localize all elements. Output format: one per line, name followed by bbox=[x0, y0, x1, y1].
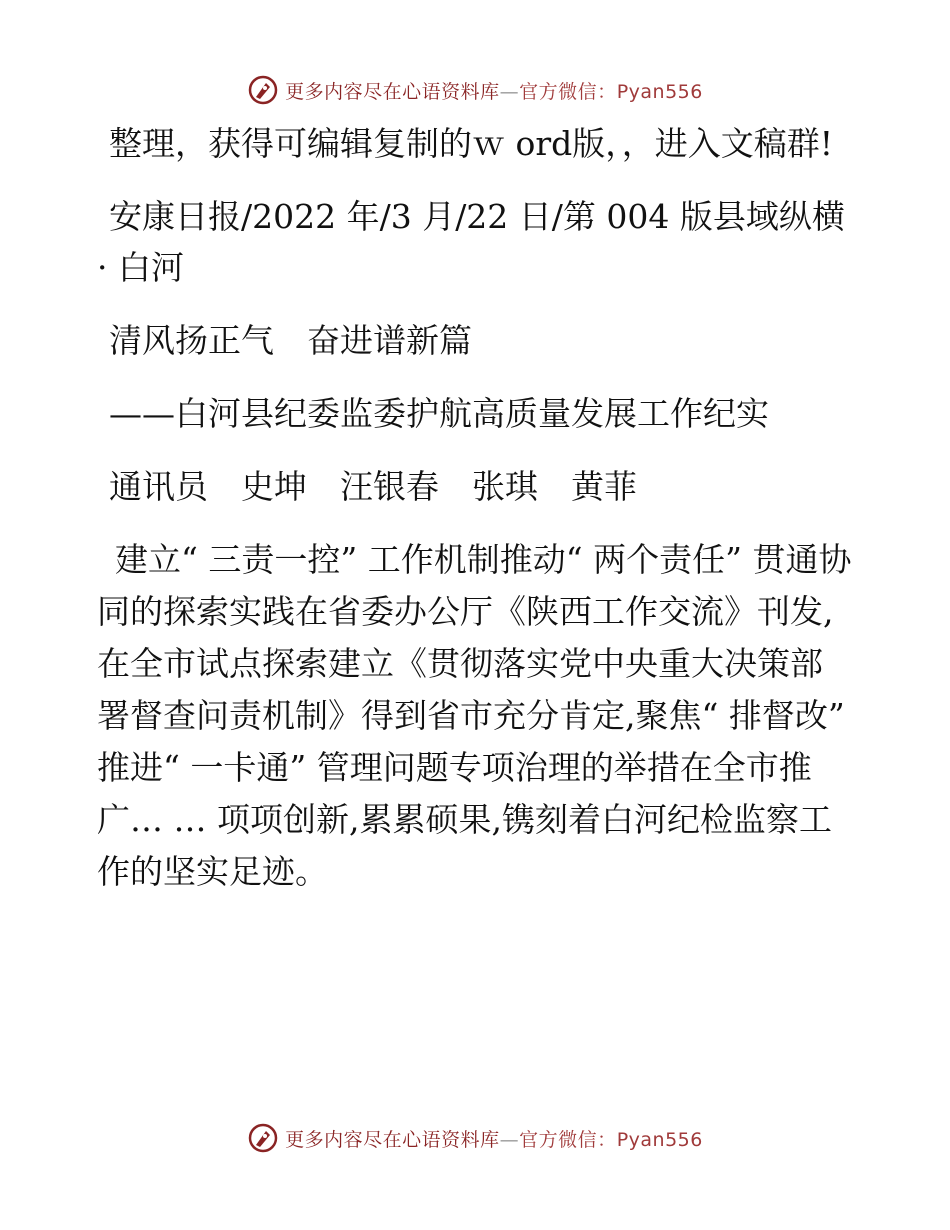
pen-nib-logo-icon bbox=[247, 1122, 279, 1154]
banner-wechat-id: Pyan556 bbox=[616, 80, 703, 103]
banner-wechat-label: 官方微信： bbox=[519, 1128, 617, 1151]
banner-site-text: 更多内容尽在心语资料库 bbox=[285, 80, 500, 103]
document-body bbox=[97, 118, 852, 920]
article-title: 清风扬正气 奋进谱新篇 bbox=[109, 321, 472, 360]
banner-site-text: 更多内容尽在心语资料库 bbox=[285, 1128, 500, 1151]
banner-wechat-id: Pyan556 bbox=[616, 1128, 703, 1151]
banner-text bbox=[285, 77, 703, 104]
intro-line: 整理，获得可编辑复制的ｗ ord版，，进入文稿群! bbox=[109, 124, 834, 163]
source-line: 安康日报/2022 年/3 月/22 日/第 004 版县域纵横· 白河 bbox=[97, 197, 845, 287]
banner-text bbox=[285, 1125, 703, 1152]
banner-wechat-label: 官方微信： bbox=[519, 80, 617, 103]
article-paragraph: 建立“ 三责一控” 工作机制推动“ 两个责任” 贯通协同的探索实践在省委办公厅《陕西工作交流》刊发,在全市试点探索建立《贯彻落实党中央重大决策部署督查问责机制》得到省市充分肯定,聚焦“ 排督改” 推进“ 一卡通” 管理问题专项治理的举措在全市推广… … 项项创新,累累硕果,镌刻着白河纪检监察工作的坚实足迹。 bbox=[97, 540, 852, 891]
article-byline: 通讯员 史坤 汪银春 张琪 黄菲 bbox=[109, 467, 637, 506]
footer-banner-inner bbox=[247, 1122, 703, 1154]
header-banner bbox=[0, 70, 950, 110]
footer-banner bbox=[0, 1118, 950, 1158]
header-banner-inner bbox=[247, 74, 703, 106]
article-subtitle: ——白河县纪委监委护航高质量发展工作纪实 bbox=[109, 394, 769, 433]
banner-separator: — bbox=[499, 80, 520, 103]
banner-separator: — bbox=[499, 1128, 520, 1151]
pen-nib-logo-icon bbox=[247, 74, 279, 106]
